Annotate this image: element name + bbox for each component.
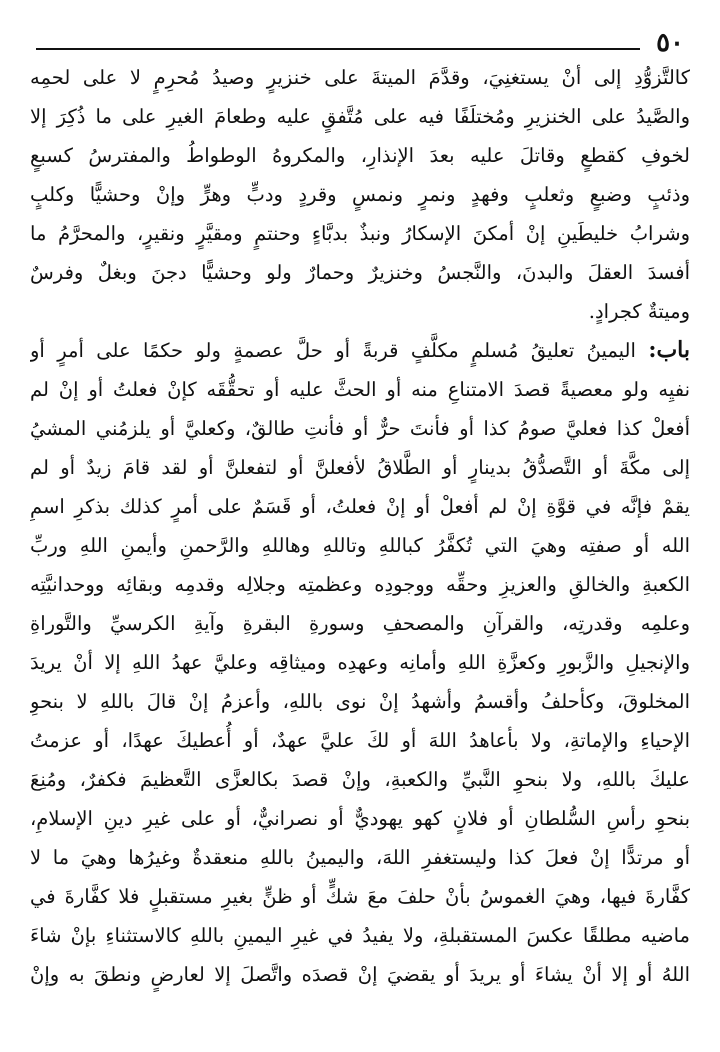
text-line: اللهُ أو إلا أنْ يشاءَ أو يريدَ أو يقضيَ إنْ قصدَه واتَّصلَ إلا لعارضٍ ونطقَ به وإنْ bbox=[30, 963, 690, 986]
text-line: أو مرتدًّا إنْ فعلَ كذا وليستغفرِ اللهَ، واليمينُ باللهِ منعقدةٌ وغيرُها وهيَ ما لا bbox=[30, 846, 690, 869]
text-line: وعلمِه وقدرتِه، والقرآنِ والمصحفِ وسورةِ البقرةِ وآيةِ الكرسيِّ والتَّوراةِ bbox=[30, 612, 690, 635]
text-line: وذئبٍ وضبعٍ وثعلبٍ وفهدٍ ونمرٍ ونمسٍ وقردٍ ودبٍّ وهرٍّ وإنْ وحشيًّا وكلبٍ bbox=[30, 183, 690, 206]
chapter-line-text: اليمينُ تعليقُ مُسلمٍ مكلَّفٍ قربةً أو حلَّ عصمةٍ ولو حكمًا على أمرٍ أو bbox=[30, 339, 636, 362]
text-line: الإحياءِ والإماتةِ، ولا بأعاهدُ اللهَ أو لكَ عليَّ عهدٌ، أو أُعطيكَ عهدًا، أو عزمتُ bbox=[30, 729, 690, 752]
text-line: إلى مكَّةَ أو التَّصدُّقُ بدينارٍ أو الطَّلاقُ لأفعلنَّ أو لتفعلنَّ أو لقد قامَ زيدٌ أو لم bbox=[30, 456, 690, 479]
text-line: كالتَّزوُّدِ إلى أنْ يستغنِيَ، وقدَّمَ الميتةَ على خنزيرٍ وصيدُ مُحرِمٍ لا على لحمِه bbox=[30, 66, 690, 89]
text-line: يقمْ فإنَّه في قوَّةِ إنْ لم أفعلْ أو إنْ فعلتُ، أو قَسَمٌ على أمرٍ كذلك بذكرِ اسمِ bbox=[30, 495, 690, 518]
text-line: وشرابُ خليطَينِ إنْ أمكنَ الإسكارُ ونبذٌ بدبَّاءٍ وحنتمٍ ومقيَّرٍ ونقيرٍ، والمحرَّمُ ما bbox=[30, 222, 690, 245]
text-line: نفيِه ولو معصيةً قصدَ الامتناعِ منه أو الحثَّ عليه أو تحقُّقَه كإنْ فعلتُ أو إنْ لم bbox=[30, 378, 690, 401]
body-text bbox=[30, 58, 690, 994]
chapter-heading: باب: bbox=[648, 337, 690, 363]
text-line: عليكَ باللهِ، ولا بنحوِ النَّبيِّ والكعبةِ، وإنْ قصدَ بكالعزَّى التَّعظيمَ فكفرٌ، ومُنِعَ bbox=[30, 768, 690, 791]
text-line: أفسدَ العقلَ والبدنَ، والنَّجسُ وخنزيرٌ وحمارٌ ولو وحشيًّا دجنَ وبغلٌ وفرسٌ bbox=[30, 261, 690, 284]
text-line: والإنجيلِ والزَّبورِ وكعزَّةِ اللهِ وأمانِه وعهدِه وميثاقِه وعليَّ عهدُ اللهِ إلا أنْ يريدَ bbox=[30, 651, 690, 674]
text-line: كفَّارةَ فيها، وهيَ الغموسُ بأنْ حلفَ معَ شكٍّ أو ظنٍّ بغيرِ مستقبلٍ فلا كفَّارةَ في bbox=[30, 885, 690, 908]
text-line: المخلوقَ، وكأحلفُ وأقسمُ وأشهدُ إنْ نوى باللهِ، وأعزمُ إنْ قالَ باللهِ لا بنحوِ bbox=[30, 690, 690, 713]
text-line: والصَّيدُ على الخنزيرِ ومُختلَفًا فيه على مُتَّفقٍ عليه وطعامَ الغيرِ على ما ذُكِرَ إلا bbox=[30, 105, 690, 128]
text-line: وميتةٌ كجرادٍ. bbox=[588, 300, 690, 323]
page-number: ٥٠ bbox=[656, 28, 684, 58]
text-line: ماضيه مطلقًا عكسَ المستقبلةِ، ولا يفيدُ في غيرِ اليمينِ باللهِ كالاستثناءِ بإنْ شاءَ bbox=[30, 924, 690, 947]
text-line: لخوفِ كقطعٍ وقاتلَ عليه بعدَ الإنذارِ، والمكروهُ الوطواطُ والمفترسُ كسبعٍ bbox=[30, 144, 690, 167]
chapter-line bbox=[30, 331, 690, 370]
header-rule bbox=[36, 48, 640, 50]
text-line: الله أو صفتِه وهيَ التي تُكفَّرُ كباللهِ وتاللهِ وهاللهِ والرَّحمنِ وأيمنِ اللهِ وربِّ bbox=[30, 534, 690, 557]
text-line: أفعلْ كذا فعليَّ صومُ كذا أو فأنتَ حرٌّ أو فأنتِ طالقٌ، وكعليَّ أو يلزمُني المشيُ bbox=[30, 417, 690, 440]
text-line: الكعبةِ والخالقِ والعزيزِ وحقِّه ووجودِه وعظمتِه وجلالِه وقدمِه وبقائِه ووحدانيَّتِه bbox=[30, 573, 690, 596]
text-line: بنحوِ رأسِ السُّلطانِ أو فلانٍ كهو يهوديٌّ أو نصرانيٌّ، أو على غيرِ دينِ الإسلامِ، bbox=[30, 807, 690, 830]
